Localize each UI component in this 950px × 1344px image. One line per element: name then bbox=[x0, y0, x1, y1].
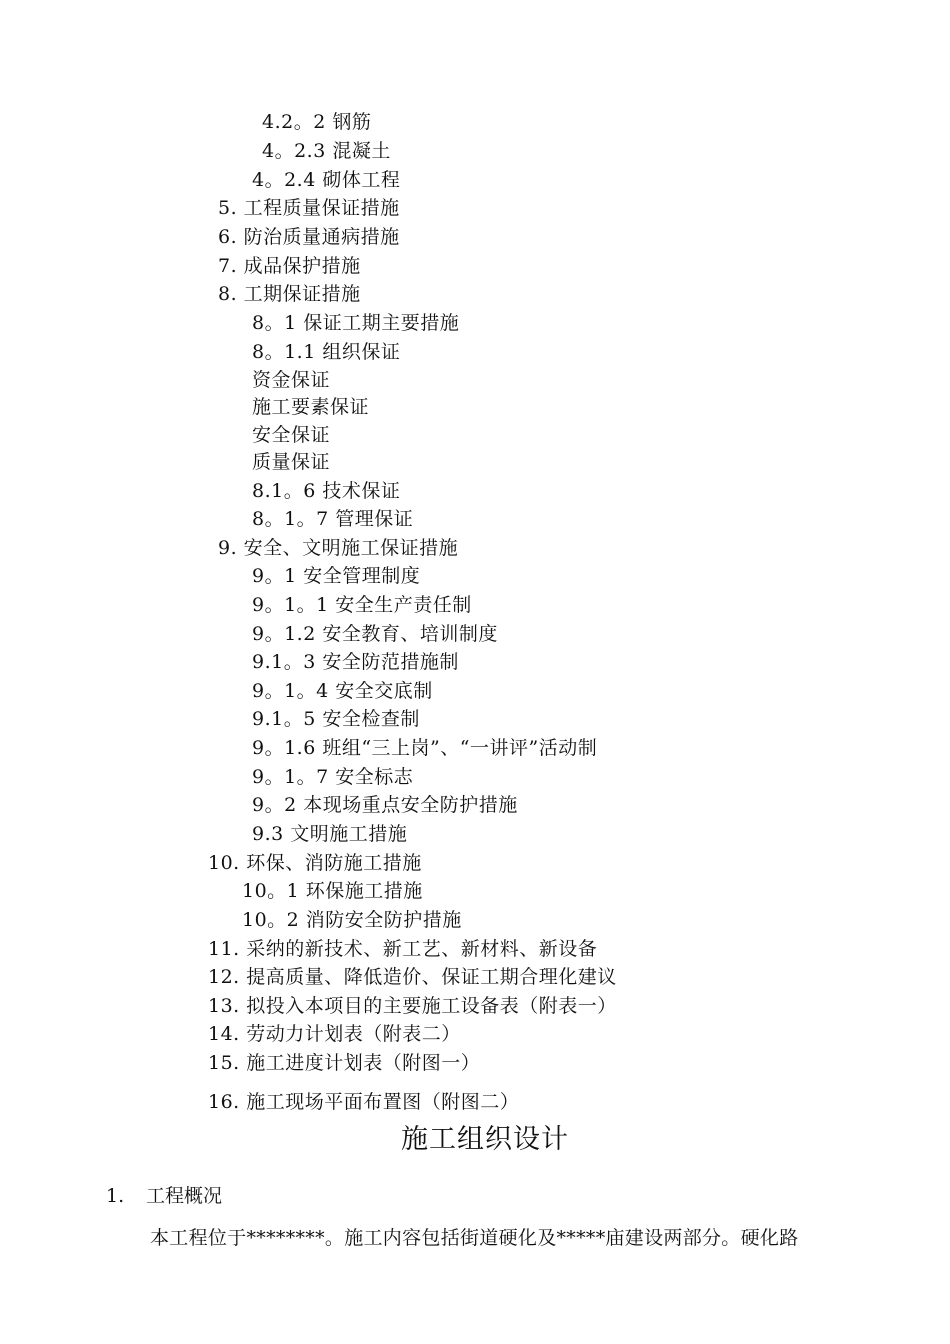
toc-item: 9。1.6 班组“三上岗”、“一讲评”活动制 bbox=[252, 737, 598, 759]
toc-item: 6. 防治质量通病措施 bbox=[218, 226, 400, 248]
toc-item: 8。1。7 管理保证 bbox=[252, 508, 414, 530]
section-number: 1. bbox=[106, 1185, 125, 1207]
toc-item: 资金保证 bbox=[252, 369, 331, 391]
toc-item: 9. 安全、文明施工保证措施 bbox=[218, 537, 459, 559]
toc-item: 9.1。3 安全防范措施制 bbox=[252, 651, 459, 673]
body-paragraph: 本工程位于********。施工内容包括街道硬化及*****庙建设两部分。硬化路 bbox=[150, 1227, 799, 1249]
toc-item: 9。1。4 安全交底制 bbox=[252, 680, 433, 702]
toc-item: 质量保证 bbox=[252, 451, 331, 473]
toc-item: 施工要素保证 bbox=[252, 396, 370, 418]
toc-item: 9.3 文明施工措施 bbox=[252, 823, 408, 845]
toc-item: 13. 拟投入本项目的主要施工设备表（附表一） bbox=[208, 995, 617, 1017]
section-heading bbox=[106, 1182, 222, 1210]
toc-item: 8. 工期保证措施 bbox=[218, 283, 361, 305]
toc-item: 9。1。1 安全生产责任制 bbox=[252, 594, 472, 616]
toc-item: 10. 环保、消防施工措施 bbox=[208, 852, 422, 874]
toc-item: 16. 施工现场平面布置图（附图二） bbox=[208, 1091, 520, 1113]
toc-item: 9。2 本现场重点安全防护措施 bbox=[252, 794, 518, 816]
toc-item: 11. 采纳的新技术、新工艺、新材料、新设备 bbox=[208, 938, 598, 960]
toc-item: 7. 成品保护措施 bbox=[218, 255, 361, 277]
toc-item: 10。2 消防安全防护措施 bbox=[242, 909, 462, 931]
toc-item: 9。1.2 安全教育、培训制度 bbox=[252, 623, 498, 645]
section-heading-text: 工程概况 bbox=[146, 1185, 223, 1207]
toc-item: 8。1 保证工期主要措施 bbox=[252, 312, 460, 334]
toc-item: 9。1 安全管理制度 bbox=[252, 565, 421, 587]
toc-item: 4.2。2 钢筋 bbox=[262, 111, 372, 133]
toc-item: 15. 施工进度计划表（附图一） bbox=[208, 1052, 481, 1074]
toc-item: 安全保证 bbox=[252, 424, 331, 446]
toc-item: 9。1。7 安全标志 bbox=[252, 766, 414, 788]
toc-item: 10。1 环保施工措施 bbox=[242, 880, 423, 902]
toc-item: 8.1。6 技术保证 bbox=[252, 480, 401, 502]
toc-item: 5. 工程质量保证措施 bbox=[218, 197, 400, 219]
toc-item: 9.1。5 安全检查制 bbox=[252, 708, 420, 730]
document-title: 施工组织设计 bbox=[401, 1124, 569, 1155]
toc-item: 8。1.1 组织保证 bbox=[252, 341, 401, 363]
toc-item: 4。2.4 砌体工程 bbox=[252, 169, 401, 191]
toc-item: 14. 劳动力计划表（附表二） bbox=[208, 1023, 461, 1045]
toc-item: 4。2.3 混凝土 bbox=[262, 140, 391, 162]
toc-item: 12. 提高质量、降低造价、保证工期合理化建议 bbox=[208, 966, 617, 988]
